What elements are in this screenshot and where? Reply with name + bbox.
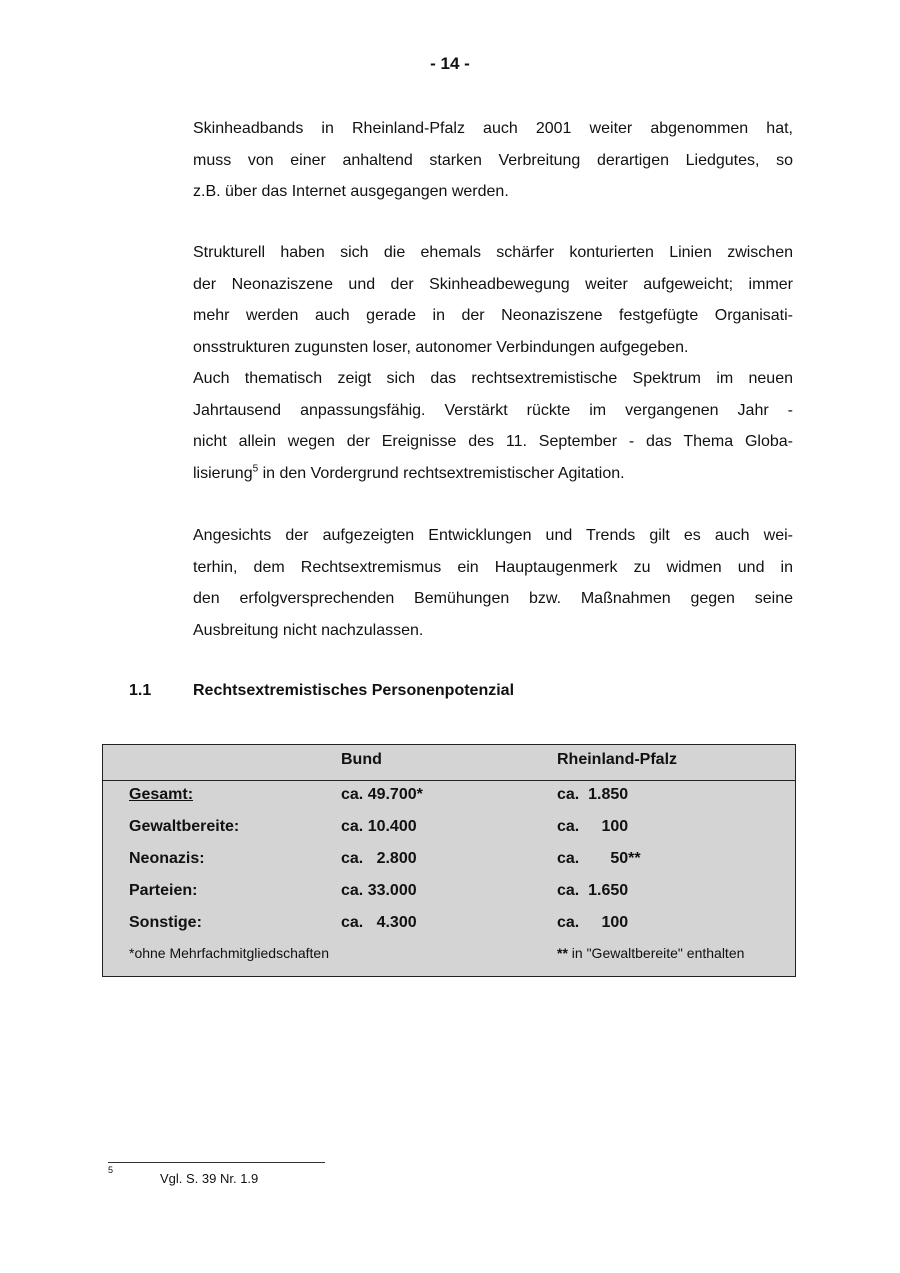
cell-bund: ca. 10.400 bbox=[341, 818, 417, 835]
table-note-left: *ohne Mehrfachmitgliedschaften bbox=[129, 945, 330, 961]
cell-rheinland-pfalz: ca. 1.650 bbox=[557, 882, 629, 899]
section-heading bbox=[129, 682, 514, 700]
row-label: Gesamt: bbox=[129, 786, 194, 803]
cell-bund: ca. 4.300 bbox=[341, 914, 417, 931]
text-line: Ausbreitung nicht nachzulassen. bbox=[193, 621, 424, 639]
text-line: muss von einer anhaltend starken Verbreitung derartigen Liedgutes, so bbox=[193, 151, 793, 169]
section-number: 1.1 bbox=[129, 682, 152, 699]
paragraph-2 bbox=[193, 237, 793, 489]
text-line: nicht allein wegen der Ereignisse des 11. September - das Thema Globa- bbox=[193, 433, 793, 450]
cell-rheinland-pfalz: ca. 1.850 bbox=[557, 786, 629, 803]
text-fragment: in den Vordergrund rechtsextremistischer Agitation. bbox=[258, 464, 625, 482]
text-line: z.B. über das Internet ausgegangen werden. bbox=[193, 183, 509, 200]
cell-bund: ca. 2.800 bbox=[341, 850, 417, 867]
text-line: Jahrtausend anpassungsfähig. Verstärkt rückte im vergangenen Jahr - bbox=[193, 401, 793, 419]
section-title: Rechtsextremistisches Personenpotenzial bbox=[193, 682, 515, 699]
cell-bund: ca. 49.700* bbox=[341, 786, 423, 803]
footnote-reference[interactable]: 5 bbox=[252, 463, 259, 475]
paragraph-3 bbox=[193, 520, 793, 646]
text-line: onsstrukturen zugunsten loser, autonomer Verbindungen aufgegeben. bbox=[193, 338, 689, 356]
text-line-with-footnote bbox=[193, 458, 793, 490]
text-line: Strukturell haben sich die ehemals schärfer konturierten Linien zwischen bbox=[193, 244, 793, 261]
page-number: - 14 - bbox=[430, 54, 470, 73]
text-fragment: lisierung bbox=[193, 464, 253, 482]
text-line: mehr werden auch gerade in der Neonaziszene festgefügte Organisati- bbox=[193, 307, 793, 324]
note-text: in "Gewaltbereite" enthalten bbox=[567, 945, 745, 961]
table-header bbox=[103, 745, 795, 781]
note-marker: ** bbox=[557, 945, 568, 961]
text-line: den erfolgversprechenden Bemühungen bzw. Maßnahmen gegen seine bbox=[193, 590, 793, 607]
row-label: Neonazis: bbox=[129, 850, 205, 867]
cell-rheinland-pfalz: ca. 100 bbox=[557, 914, 629, 931]
header-rheinland-pfalz: Rheinland-Pfalz bbox=[557, 751, 678, 768]
cell-rheinland-pfalz: ca. 50** bbox=[557, 850, 641, 867]
footnote-text: Vgl. S. 39 Nr. 1.9 bbox=[160, 1171, 259, 1186]
table-note-right bbox=[557, 945, 744, 961]
text-line: Angesichts der aufgezeigten Entwicklungen und Trends gilt es auch wei- bbox=[193, 527, 793, 544]
text-line: terhin, dem Rechtsextremismus ein Hauptaugenmerk zu widmen und in bbox=[193, 558, 793, 576]
row-label: Sonstige: bbox=[129, 914, 202, 931]
text-line: Auch thematisch zeigt sich das rechtsextremistische Spektrum im neuen bbox=[193, 370, 793, 387]
row-label: Gewaltbereite: bbox=[129, 818, 240, 835]
footnote-separator bbox=[108, 1162, 325, 1163]
cell-rheinland-pfalz: ca. 100 bbox=[557, 818, 629, 835]
text-line: Skinheadbands in Rheinland-Pfalz auch 2001 weiter abgenommen hat, bbox=[193, 120, 793, 137]
paragraph-1 bbox=[193, 113, 793, 208]
footnote-number: 5 bbox=[108, 1165, 114, 1175]
row-label: Parteien: bbox=[129, 882, 198, 899]
cell-bund: ca. 33.000 bbox=[341, 882, 417, 899]
header-bund: Bund bbox=[341, 751, 382, 768]
personenpotenzial-table bbox=[102, 744, 796, 977]
text-line: der Neonaziszene und der Skinheadbewegung weiter aufgeweicht; immer bbox=[193, 275, 793, 293]
